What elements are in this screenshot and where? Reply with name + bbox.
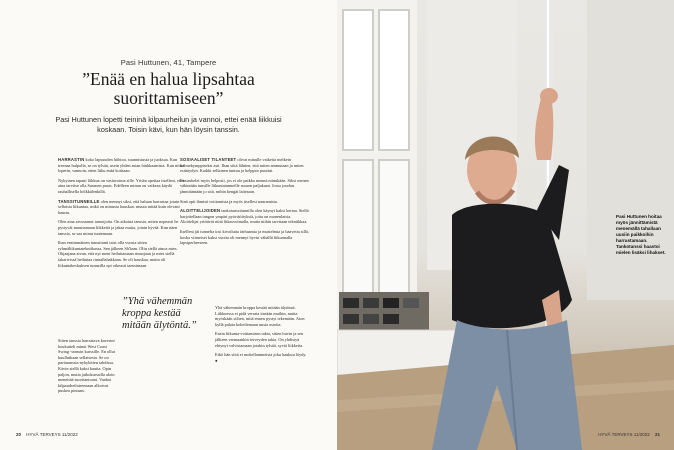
- folio-label-left: HYVÄ TERVEYS 11/2022: [26, 432, 78, 437]
- window-pane: [343, 160, 373, 310]
- shoe: [383, 298, 399, 308]
- body-paragraph: [180, 208, 310, 225]
- paragraph-text: koko lapsuuden hiihtoa, suunnistusta ja juoksua. Kun treenaa hulpolla, se on tylsää, usein yhden asian hinkkaamista. Kun niistä lopetin, vannoin, etten liiku enää koskaan.: [58, 157, 185, 174]
- paragraph-text: Ensin liikunta-voittamisen takia, sitten huvin ja sen jälkeen varmaankin terveyden takia. On yhdistyä ehtynyt valvistamaan jotakin tylsää, syviä liikkeita.: [215, 331, 304, 348]
- paragraph-text: Sinä opit ihmisä voittamista ja myös itsellesi nauramista.: [180, 198, 278, 204]
- body-paragraph: [58, 240, 188, 268]
- folio-left: [16, 432, 78, 437]
- body-paragraph: [58, 219, 188, 236]
- shoe: [363, 298, 379, 308]
- paragraph-text: Yhä vähemmän kroppa kestää mitään älytöntä. Liikkuessa ei pidä verrata itseään muihin, mutta myöskään siihen, mitä ennen pystyi tekemään. Aion kyllä palata kokeilemaan uusia asioita.: [215, 305, 305, 327]
- page-number-right: 21: [654, 432, 660, 437]
- window-pane: [343, 10, 373, 150]
- body-paragraph: [58, 338, 118, 394]
- body-paragraph: [58, 157, 188, 174]
- paragraph-text: olen mennyt siksi, että haluan harrastaa jotain sellaista liikuntaa, mikä on minusta hauskaa: muuta mitää kuin olevani hauras.: [58, 198, 180, 215]
- paragraph-text: Itselleni jäi tunnelta tosi kivoilutta tärhaamia ja mustelmia ja haaveita sillä, koska viimeiset kaksi vuotta oli mennyt hyvin vähällä liikunnalla lapsiperheeseen.: [180, 228, 309, 246]
- headline-line-2: suorittamiseen”: [113, 88, 224, 108]
- raised-arm: [535, 95, 553, 160]
- paragraph-text: Olen aina arvostanut tanssijoita. On aikoina tanssia, miten nopeasti he pystyvät muuttamaan liikkeitä ja jakaa muita, jotain hyvää. Kun näen tanssia, se saa minut tuntemaan.: [58, 219, 179, 236]
- paragraph-text: Nykyinen tapani liikkua on vastavoima sille. Yritän opettaa itselleni, ettei aina tarvitse olla Suomen paras. Edelleen minun on vaikeaa käydä rauhallisella hölkkälenkillä.: [58, 177, 185, 194]
- headline: [20, 70, 317, 108]
- paragraph-lead-in: ALOITTELIJOIDEN: [180, 208, 221, 214]
- paragraph-lead-in: HARRASTIN: [58, 157, 85, 162]
- paragraph-text: olivat minulle vaikeita melkein kolmekymppiseksi asti. Ihan siitä lähtien, että miten ammutaan ja miten esittäydyn. Kaikki sellainen tuntuu ja helppoo puuttui.: [180, 157, 304, 174]
- lead-paragraph: Pasi Huttunen lopetti teininä kilpaurheilun ja vannoi, ettei enää liikkuisi koskaan. Toisin kävi, kun hän löysin tanssin.: [55, 115, 282, 134]
- body-column-2-lower: [215, 305, 310, 367]
- paragraph-text: tankotanssitunnilla olen käynyt kaksi kertaa. Siellä harjoitellaan tangon ympäri pyöriäöityksiä, joita on monenlaisia. Aloittelijat yrittävät niitä liikasvoimalla, mutta niihin tarvitaan tekniikkaa.: [180, 208, 309, 225]
- window-pane: [379, 160, 409, 310]
- body-column-2: [180, 157, 310, 250]
- shoe: [363, 314, 379, 324]
- window-pane: [379, 10, 409, 150]
- photo-caption: Pasi Huttunen hoitaa myös jännittämistä menemällä tahallaan uusiin paikkoihin harrastamaan. Tankotanssi haastoi mielen lisäksi lihakset.: [616, 214, 666, 255]
- paragraph-text: Ihan ensimmäinen tanssitunti taisi olla vuosia sitten ryhmäliikuntatekniikassa. Sen jälkeen Sh'bam. Olin siellä ainoa mies. Ohjaajana aivan, että nyt meni heiluttamaan rinnojaan ja mies siellä takarivissä heiluttaa rinnallahakkaan. Se oli hauskaa, mutta oli liikuntakeskuksen tunneilla opi oikeasti tanssimaan.: [58, 240, 178, 268]
- headline-line-1: ”Enää en halua lipsahtaa: [82, 69, 255, 89]
- body-column-1: [58, 157, 188, 272]
- shoe: [383, 314, 399, 324]
- folio-right: [598, 432, 660, 437]
- folio-label-right: HYVÄ TERVEYS 11/2022: [598, 432, 650, 437]
- page-number-left: 20: [16, 432, 22, 437]
- body-paragraph: [180, 157, 310, 174]
- shoe: [403, 298, 419, 308]
- paragraph-lead-in: TANSSITUNNEILLE: [58, 198, 100, 204]
- shoe: [343, 298, 359, 308]
- body-paragraph: [58, 178, 188, 195]
- shoe: [343, 314, 359, 324]
- kicker: Pasi Huttunen, 41, Tampere: [120, 58, 217, 67]
- body-paragraph: [180, 229, 310, 246]
- body-paragraph: [58, 199, 188, 216]
- body-column-1-lower: [58, 338, 118, 398]
- body-paragraph: [215, 352, 310, 363]
- pull-quote: ”Yhä vähemmän kroppa kestää mitään älytöntä.”: [122, 296, 197, 331]
- body-paragraph: [215, 305, 310, 327]
- paragraph-text: Ensiaskelet myös helposti, jos ei ole paikka mennä minukään. Siksi menen vähintään tunsille liikuntatunneille suuren paljakaan. Jossa joudun jännittämään jo sitä, mihin kengät laitetaan.: [180, 177, 309, 194]
- hand: [540, 88, 558, 104]
- body-paragraph: [215, 331, 310, 348]
- body-paragraph: [180, 178, 310, 195]
- right-page-photo: [337, 0, 674, 450]
- paragraph-text: Sitten tanssia harrastava kaverini houkutteli minut West Coast Swing -tanssin kurssille. En ollut kuullutkaan sellaisesta. Se on parituanssia nykyhitien tahdissa. Kävin siellä kaksi kautta. Opin paljon, mutta jatkokurssilla aloin menettää suoritantoani. Vanhat kilpaurheilutreenaan alkoivat puskea pintaan.: [58, 338, 115, 394]
- paragraph-lead-in: SOSIAALISET TILANTEET: [180, 157, 237, 162]
- paragraph-text: Eikö hän siitä ei mokellammeista joku haukuu löydy. ●: [215, 352, 307, 363]
- body-paragraph: [180, 199, 310, 205]
